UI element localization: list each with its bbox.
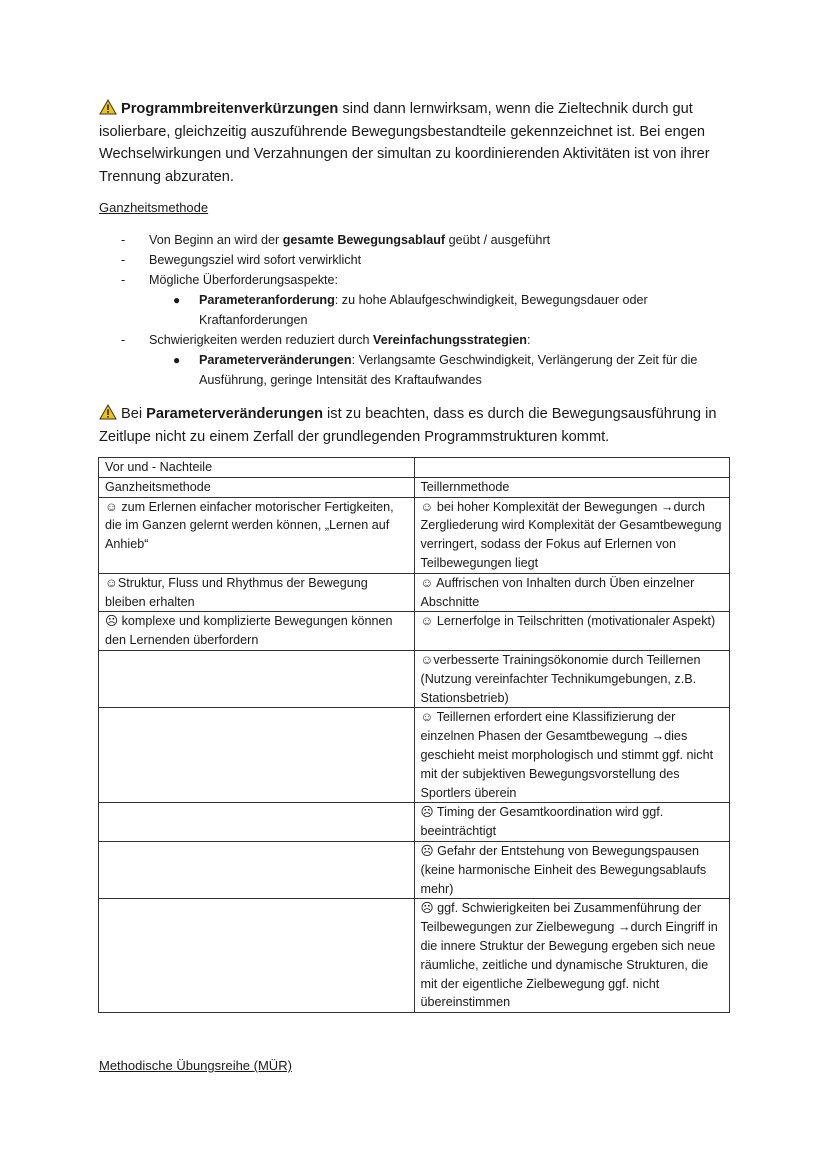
table-cell: ☺ zum Erlernen einfacher motorischer Fertigkeiten, die im Ganzen gelernt werden können, „Lernen auf Anhieb“ [99,497,415,573]
table-row [99,650,730,707]
table-row [99,803,730,842]
column-header-teillern: Teillernmethode [414,477,730,497]
list-item: - Von Beginn an wird der gesamte Bewegungsablauf geübt / ausgeführt [121,233,551,247]
column-header-ganzheit: Ganzheitsmethode [99,477,415,497]
table-row [99,573,730,612]
table-header-row [99,477,730,497]
table-cell [99,899,415,1013]
table-cell: ☺ Auffrischen von Inhalten durch Üben einzelner Abschnitte [414,573,730,612]
table-cell: ☺ Lernerfolge in Teilschritten (motivationaler Aspekt) [414,612,730,651]
table-cell: ☹ Timing der Gesamtkoordination wird ggf. beeinträchtigt [414,803,730,842]
sub-list-item: ● Parameteranforderung: zu hohe Ablaufgeschwindigkeit, Bewegungsdauer oder Kraftanforderungen [173,293,648,327]
table-row [99,841,730,898]
table-cell [99,803,415,842]
section-heading-muer: Methodische Übungsreihe (MÜR) [99,1058,292,1073]
warning-icon [99,404,117,420]
warning-icon [99,99,117,115]
list-item: - Mögliche Überforderungsaspekte: [121,273,339,287]
ganzheit-list [99,230,739,390]
table-cell [99,841,415,898]
intro-bold: Programmbreitenverkürzungen [121,101,339,117]
table-row [99,899,730,1013]
sub-list-item: ● Parameterveränderungen: Verlangsamte Geschwindigkeit, Verlängerung der Zeit für die Ausführung, geringe Intensität des Kraftaufwandes [173,353,698,387]
table-cell: ☺ bei hoher Komplexität der Bewegungen →durch Zergliederung wird Komplexität der Gesamtbewegung verringert, sodass der Fokus auf Erlernen von Teilbewegungen liegt [414,497,730,573]
intro-paragraph [99,98,739,188]
table-cell [99,708,415,803]
table-title-row [99,458,730,478]
table-cell: ☺ Teillernen erfordert eine Klassifizierung der einzelnen Phasen der Gesamtbewegung →dies geschieht meist morphologisch und stimmt ggf. nicht mit der subjektiven Bewegungsvorstellung des Sportlers überein [414,708,730,803]
table-cell: ☺Struktur, Fluss und Rhythmus der Bewegung bleiben erhalten [99,573,415,612]
list-item: - Schwierigkeiten werden reduziert durch Vereinfachungsstrategien: [121,333,531,347]
section-heading-ganzheit: Ganzheitsmethode [99,200,209,215]
table-title: Vor und - Nachteile [99,458,415,478]
table-row [99,612,730,651]
intro-text: sind dann lernwirksam, wenn die Zieltechnik durch gut isolierbare, gleichzeitig auszuführende Bewegungsbestandteile gekennzeichnet ist. Bei engen Wechselwirkungen und Verzahnungen der simultan zu koordinierenden Aktivitäten ist von ihrer Trennung abzuraten. [99,101,710,185]
table-title-right [414,458,730,478]
list-item: - Bewegungsziel wird sofort verwirklicht [121,253,362,267]
warning-bold: Parameterveränderungen [146,406,323,422]
table-cell [99,650,415,707]
warning-paragraph: Bei Parameterveränderungen ist zu beachten, dass es durch die Bewegungsausführung in Zeitlupe nicht zu einem Zerfall der grundlegenden Programmstrukturen kommt. [99,406,717,445]
comparison-table [98,457,730,1013]
table-cell: ☹ ggf. Schwierigkeiten bei Zusammenführung der Teilbewegungen zur Zielbewegung →durch Eingriff in die innere Struktur der Bewegung ergeben sich neue räumliche, zeitliche und dynamische Strukturen, die mit der eigentliche Zielbewegung ggf. nicht übereinstimmen [414,899,730,1013]
table-row [99,497,730,573]
table-cell: ☹ Gefahr der Entstehung von Bewegungspausen (keine harmonische Einheit des Bewegungsablaufs mehr) [414,841,730,898]
table-row [99,708,730,803]
table-cell: ☺verbesserte Trainingsökonomie durch Teillernen (Nutzung vereinfachter Technikumgebungen, z.B. Stationsbetrieb) [414,650,730,707]
table-cell: ☹ komplexe und komplizierte Bewegungen können den Lernenden überfordern [99,612,415,651]
